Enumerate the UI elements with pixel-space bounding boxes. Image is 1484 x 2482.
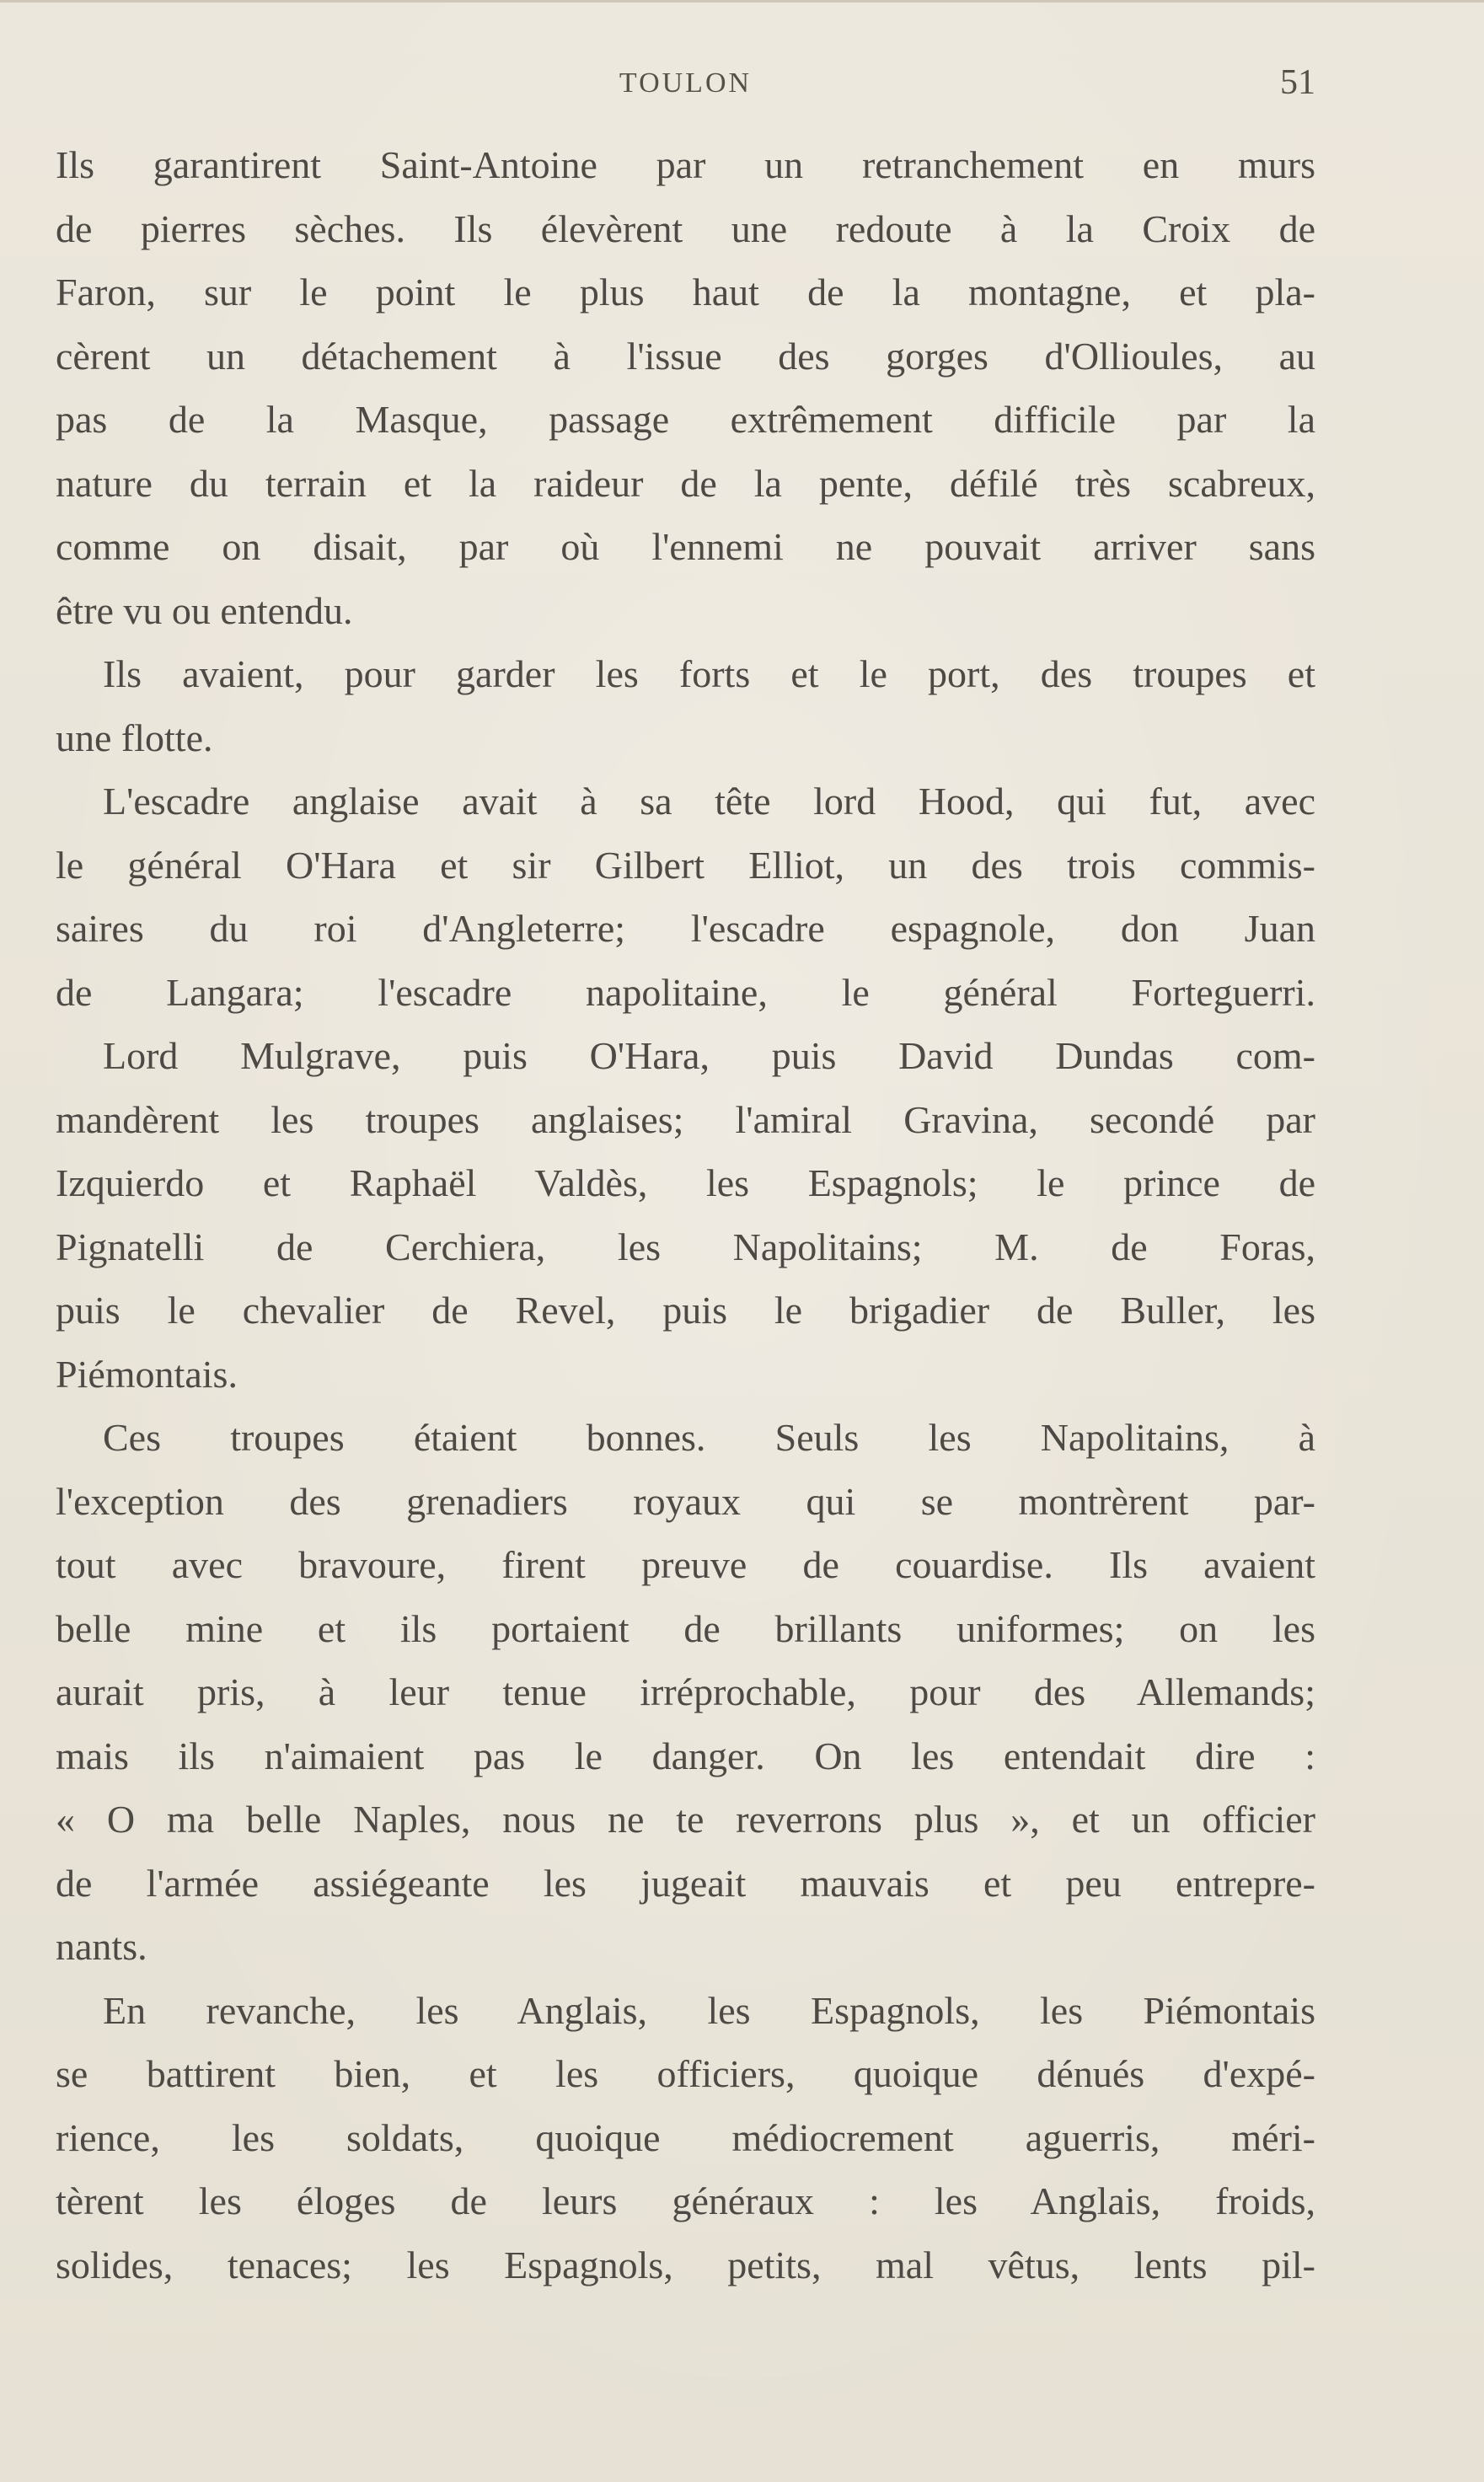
text-line: l'exception des grenadiers royaux qui se montrèrent par- — [56, 1479, 1315, 1523]
paragraph-first-line: Ils avaient, pour garder les forts et le port, des troupes et — [103, 652, 1315, 695]
text-line: Faron, sur le point le plus haut de la montagne, et pla- — [56, 271, 1315, 314]
text-line: être vu ou entendu. — [56, 588, 353, 632]
text-line: se battirent bien, et les officiers, quoique dénués d'expé- — [56, 2052, 1315, 2095]
paragraph-first-line: Lord Mulgrave, puis O'Hara, puis David Dundas com- — [103, 1034, 1315, 1077]
page-number: 51 — [1280, 63, 1315, 102]
text-line: tout avec bravoure, firent preuve de couardise. Ils avaient — [56, 1543, 1315, 1586]
text-line: mais ils n'aimaient pas le danger. On les entendait dire : — [56, 1734, 1315, 1777]
text-line: tèrent les éloges de leurs généraux : les Anglais, froids, — [56, 2179, 1315, 2222]
text-line: « O ma belle Naples, nous ne te reverrons plus », et un officier — [56, 1798, 1315, 1841]
text-line: puis le chevalier de Revel, puis le brigadier de Buller, les — [56, 1289, 1315, 1332]
text-line: rience, les soldats, quoique médiocrement aguerris, méri- — [56, 2115, 1315, 2159]
text-line: solides, tenaces; les Espagnols, petits, mal vêtus, lents pil- — [56, 2243, 1315, 2286]
running-title: TOULON — [619, 67, 753, 99]
text-line: le général O'Hara et sir Gilbert Elliot, un des trois commis- — [56, 843, 1315, 887]
text-line: saires du roi d'Angleterre; l'escadre espagnole, don Juan — [56, 907, 1315, 950]
text-line: Piémontais. — [56, 1352, 238, 1396]
text-line: de l'armée assiégeante les jugeait mauvais et peu entrepre- — [56, 1861, 1315, 1905]
paragraph-first-line: En revanche, les Anglais, les Espagnols, les Piémontais — [103, 1988, 1315, 2032]
text-line: pas de la Masque, passage extrêmement difficile par la — [56, 398, 1315, 441]
text-line: nants. — [56, 1925, 147, 1968]
text-line: Ils garantirent Saint-Antoine par un retranchement en murs — [56, 143, 1315, 186]
text-line: comme on disait, par où l'ennemi ne pouvait arriver sans — [56, 525, 1315, 568]
text-line: de Langara; l'escadre napolitaine, le général Forteguerri. — [56, 970, 1315, 1014]
text-line: cèrent un détachement à l'issue des gorges d'Ollioules, au — [56, 334, 1315, 378]
paragraph-first-line: Ces troupes étaient bonnes. Seuls les Napolitains, à — [103, 1416, 1315, 1459]
top-edge-rule — [0, 0, 1484, 3]
text-line: Pignatelli de Cerchiera, les Napolitains; M. de Foras, — [56, 1225, 1315, 1268]
running-head — [56, 61, 1315, 111]
text-line: de pierres sèches. Ils élevèrent une redoute à la Croix de — [56, 206, 1315, 250]
body-text — [56, 133, 1315, 2297]
text-line: nature du terrain et la raideur de la pente, défilé très scabreux, — [56, 461, 1315, 505]
text-line: aurait pris, à leur tenue irréprochable, pour des Allemands; — [56, 1670, 1315, 1713]
text-line: Izquierdo et Raphaël Valdès, les Espagnols; le prince de — [56, 1161, 1315, 1204]
paragraph-first-line: L'escadre anglaise avait à sa tête lord Hood, qui fut, avec — [103, 780, 1315, 823]
text-line: une flotte. — [56, 716, 213, 759]
text-line: belle mine et ils portaient de brillants uniformes; on les — [56, 1606, 1315, 1650]
text-line: mandèrent les troupes anglaises; l'amiral Gravina, secondé par — [56, 1097, 1315, 1141]
